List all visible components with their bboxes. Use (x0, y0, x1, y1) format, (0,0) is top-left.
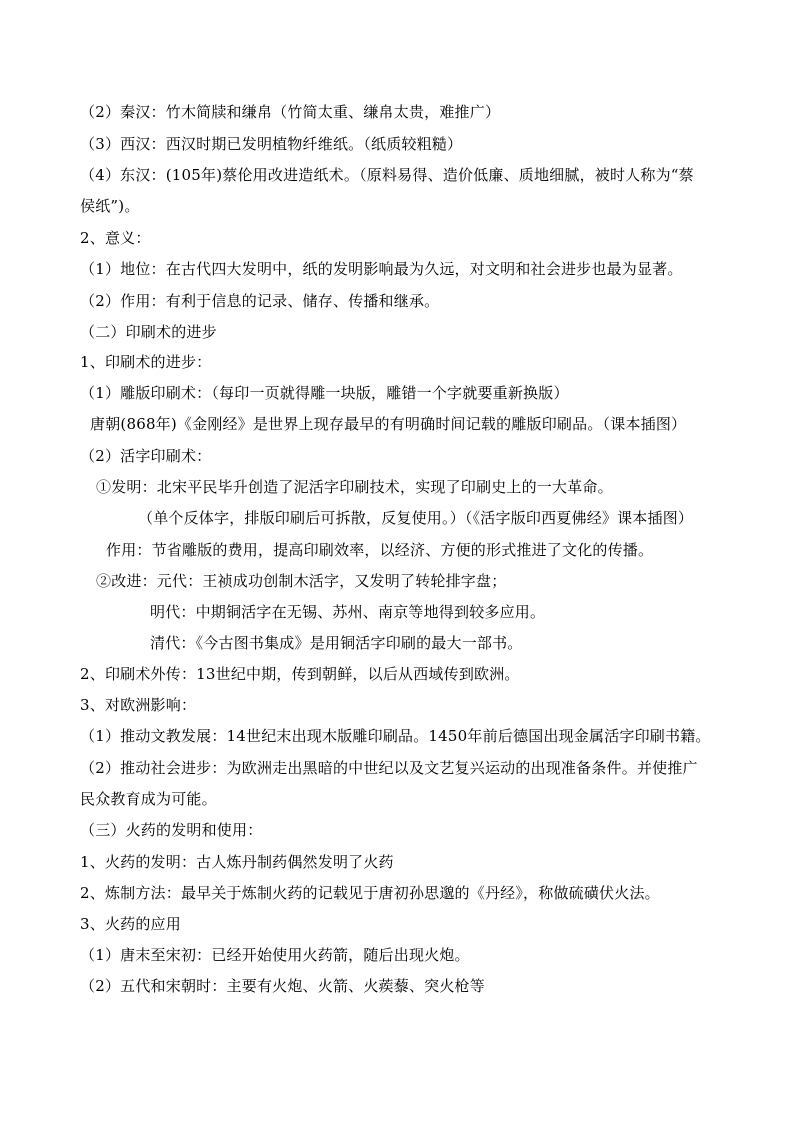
text-line-five-dynasties: （2）五代和宋朝时：主要有火炮、火箭、火蒺藜、突火枪等 (80, 977, 485, 995)
text-line-social-progress: （2）推动社会进步：为欧洲走出黑暗的中世纪以及文艺复兴运动的出现准备条件。并使推广 (80, 759, 698, 777)
heading-printing-progress: 1、印刷术的进步： (80, 353, 212, 371)
text-line-education: （1）推动文教发展：14世纪末出现木版雕印刷品。1450年前后德国出现金属活字印刷书籍。 (80, 727, 711, 745)
section-heading-gunpowder: （三）火药的发明和使用： (80, 821, 263, 839)
text-line-movable-type: （2）活字印刷术： (80, 447, 212, 465)
text-line-status: （1）地位：在古代四大发明中，纸的发明影响最为久远，对文明和社会进步也最为显著。 (80, 260, 683, 278)
text-line-diamond-sutra: 唐朝(868年)《金刚经》是世界上现存最早的有明确时间记载的雕版印刷品。（课本插图） (90, 415, 687, 433)
text-line-invention: ①发明：北宋平民毕升创造了泥活字印刷技术，实现了印刷史上的一大革命。 (96, 478, 613, 496)
text-line-gunpowder-invention: 1、火药的发明：古人炼丹制药偶然发明了火药 (80, 853, 394, 871)
text-line-social-progress-cont: 民众教育成为可能。 (80, 790, 217, 808)
text-line-reverse-type: （单个反体字，排版印刷后可拆散，反复使用。）（《活字版印西夏佛经》课本插图） (138, 509, 694, 527)
section-heading-printing: （二）印刷术的进步 (80, 323, 217, 341)
text-line-eastern-han: （4）东汉：(105年)蔡伦用改进造纸术。（原料易得、造价低廉、质地细腻，被时人称为“蔡 (80, 166, 694, 184)
text-line-spread: 2、印刷术外传：13世纪中期，传到朝鲜，以后从西域传到欧洲。 (80, 665, 520, 683)
text-line-western-han: （3）西汉：西汉时期已发明植物纤维纸。（纸质较粗糙） (80, 135, 463, 153)
text-line-improvement-yuan: ②改进：元代：王祯成功创制木活字，又发明了转轮排字盘； (96, 572, 507, 590)
heading-gunpowder-use: 3、火药的应用 (80, 915, 181, 933)
text-line-effect: 作用：节省雕版的费用，提高印刷效率，以经济、方便的形式推进了文化的传播。 (106, 541, 654, 559)
text-line-eastern-han-cont: 侯纸”)。 (80, 197, 140, 215)
text-line-qin-han: （2）秦汉：竹木简牍和缣帛（竹简太重、缣帛太贵，难推广） (80, 103, 501, 121)
text-line-qing: 清代：《今古图书集成》是用铜活字印刷的最大一部书。 (150, 634, 523, 652)
text-line-ming: 明代：中期铜活字在无锡、苏州、南京等地得到较多应用。 (150, 603, 546, 621)
text-line-woodblock: （1）雕版印刷术：（每印一页就得雕一块版，雕错一个字就要重新换版） (80, 384, 569, 402)
text-line-refining-method: 2、炼制方法：最早关于炼制火药的记载见于唐初孙思邈的《丹经》，称做硫磺伏火法。 (80, 884, 660, 902)
text-line-late-tang: （1）唐末至宋初：已经开始使用火药箭，随后出现火炮。 (80, 946, 470, 964)
text-line-function: （2）作用：有利于信息的记录、储存、传播和继承。 (80, 292, 440, 310)
heading-europe-impact: 3、对欧洲影响： (80, 696, 197, 714)
heading-significance: 2、意义： (80, 229, 151, 247)
